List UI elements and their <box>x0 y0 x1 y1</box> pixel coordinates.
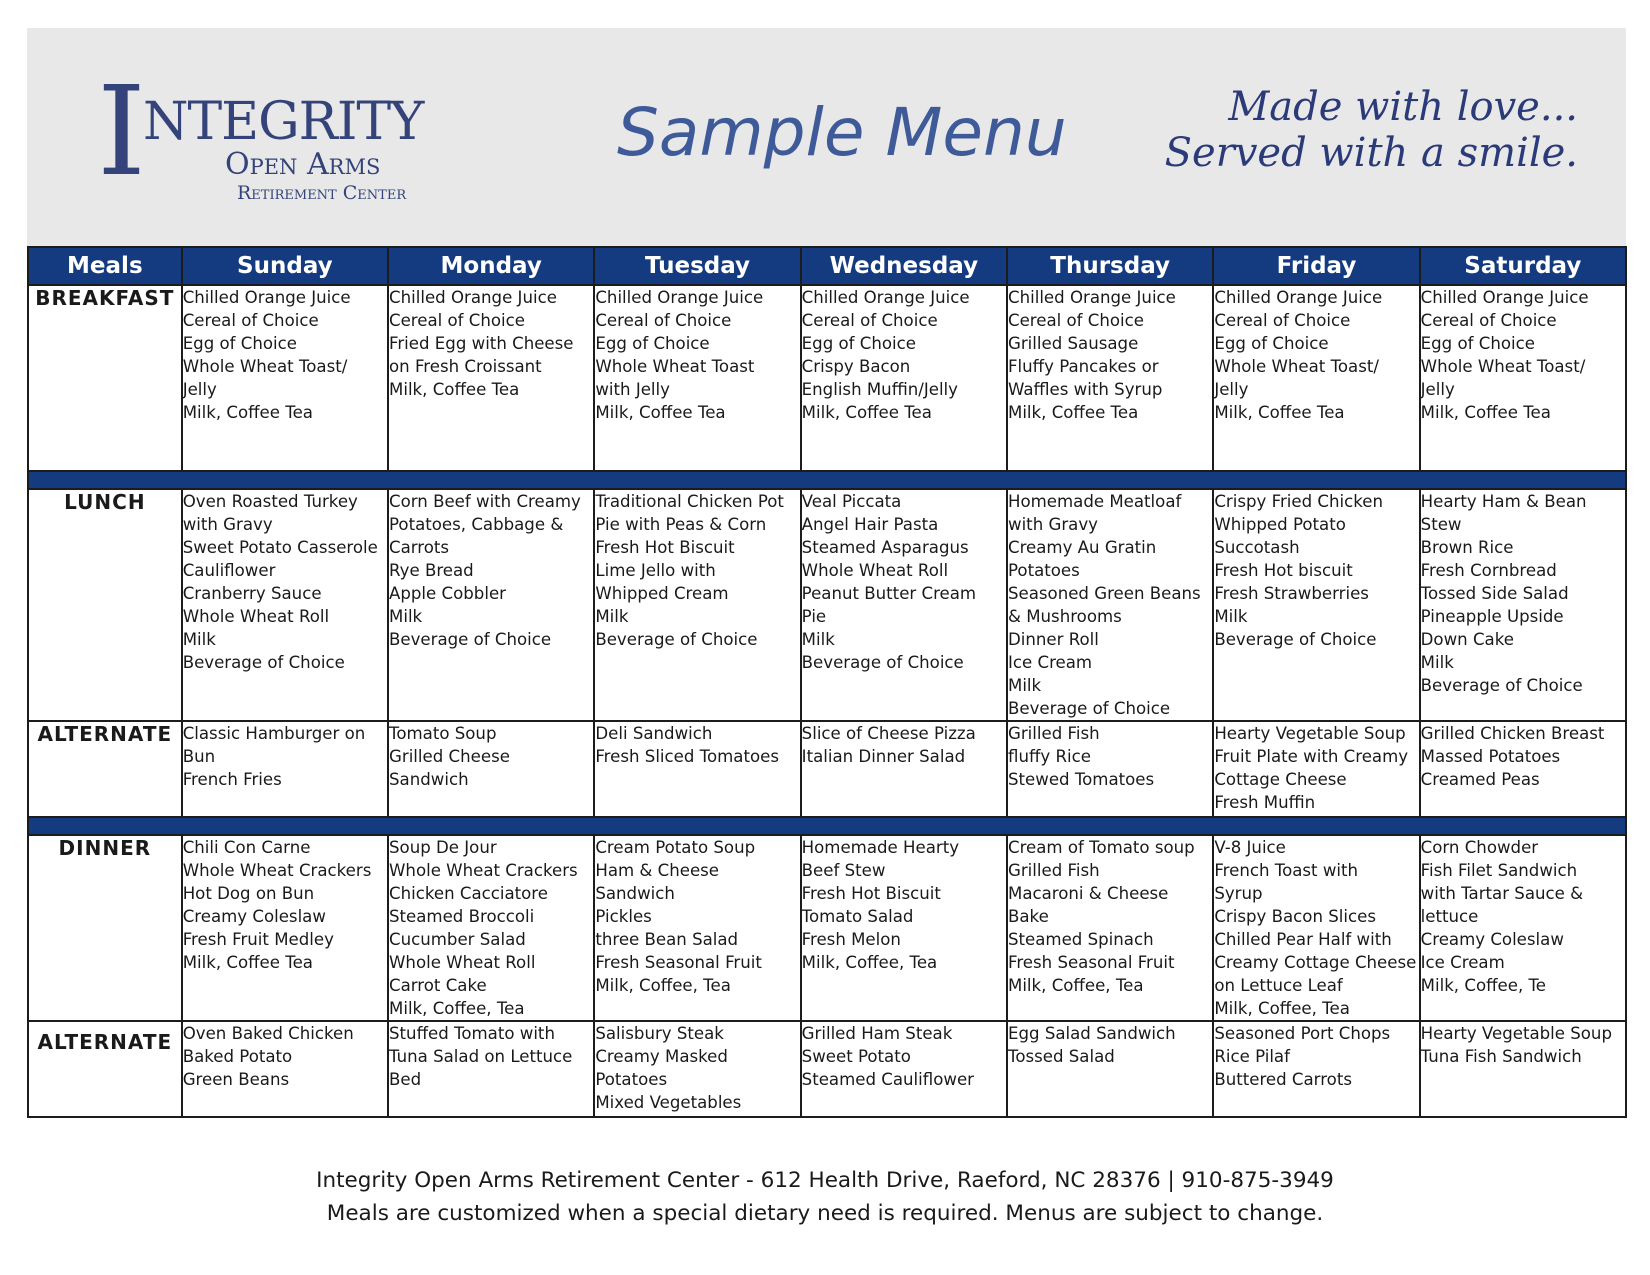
menu-item: Milk <box>801 630 835 649</box>
menu-item: Cereal of Choice <box>1214 311 1351 330</box>
menu-item: Jelly <box>182 380 217 399</box>
menu-item: Rye Bread <box>389 561 474 580</box>
menu-item: Fresh Cornbread <box>1420 561 1557 580</box>
menu-item: Steamed Spinach <box>1008 930 1154 949</box>
meal-row-alternate <box>28 1021 1626 1117</box>
menu-item: Oven Roasted Turkey <box>182 492 358 511</box>
menu-cell <box>182 835 388 1021</box>
menu-item: Apple Cobbler <box>389 584 506 603</box>
menu-item: Cauliflower <box>182 561 276 580</box>
menu-item: Milk, Coffee Tea <box>182 403 313 422</box>
menu-item: Hearty Vegetable Soup <box>1420 1024 1612 1043</box>
menu-item: Whole Wheat Roll <box>182 607 330 626</box>
tagline <box>1165 84 1578 176</box>
menu-item: Succotash <box>1214 538 1300 557</box>
menu-item: Angel Hair Pasta <box>801 515 939 534</box>
menu-cell <box>1420 1021 1626 1117</box>
column-header-wednesday: Wednesday <box>801 247 1007 285</box>
menu-item: Soup De Jour <box>389 838 497 857</box>
menu-item: Egg of Choice <box>182 334 297 353</box>
menu-item: Cereal of Choice <box>595 311 732 330</box>
tagline-line-2: Served with a smile. <box>1164 130 1578 176</box>
menu-item: Beverage of Choice <box>1008 699 1171 718</box>
menu-item: Stewed Tomatoes <box>1008 770 1155 789</box>
menu-item: Whole Wheat Toast/ <box>1214 357 1379 376</box>
menu-item: Beverage of Choice <box>1214 630 1377 649</box>
menu-item: Creamy Au Gratin <box>1008 538 1157 557</box>
menu-item: Fresh Hot biscuit <box>1214 561 1353 580</box>
menu-cell <box>1213 721 1419 817</box>
menu-item: Tomato Salad <box>801 907 914 926</box>
menu-item: Hearty Ham & Bean <box>1420 492 1587 511</box>
menu-item: Hot Dog on Bun <box>182 884 315 903</box>
menu-cell <box>594 835 800 1021</box>
menu-item: Fresh Seasonal Fruit <box>1008 953 1175 972</box>
menu-item: Creamy Cottage Cheese <box>1214 953 1417 972</box>
menu-item: Milk <box>595 607 629 626</box>
menu-item: with Jelly <box>595 380 670 399</box>
menu-cell <box>1420 285 1626 471</box>
menu-item: Lime Jello with <box>595 561 716 580</box>
menu-item: Cereal of Choice <box>389 311 525 330</box>
menu-cell <box>1007 285 1213 471</box>
menu-item: Milk, Coffee, Tea <box>389 999 525 1018</box>
menu-item: Steamed Cauliflower <box>801 1070 974 1089</box>
menu-item: Carrot Cake <box>389 976 487 995</box>
menu-item: Ice Cream <box>1008 653 1093 672</box>
menu-item: Macaroni & Cheese <box>1008 884 1169 903</box>
menu-item: Crispy Fried Chicken <box>1214 492 1383 511</box>
menu-item: Fresh Sliced Tomatoes <box>595 747 779 766</box>
menu-cell <box>1007 489 1213 721</box>
menu-cell <box>801 285 1007 471</box>
menu-item: on Fresh Croissant <box>389 357 542 376</box>
menu-item: fluffy Rice <box>1008 747 1091 766</box>
menu-item: Fresh Hot Biscuit <box>595 538 735 557</box>
menu-item: Whole Wheat Crackers <box>389 861 578 880</box>
menu-item: Tuna Fish Sandwich <box>1420 1047 1582 1066</box>
menu-item: Potatoes <box>595 1070 668 1089</box>
menu-item: & Mushrooms <box>1008 607 1122 626</box>
menu-item: Grilled Fish <box>1008 724 1100 743</box>
menu-item: Beverage of Choice <box>1420 676 1583 695</box>
column-header-thursday: Thursday <box>1007 247 1213 285</box>
menu-item: Cereal of Choice <box>1008 311 1144 330</box>
menu-item: Cucumber Salad <box>389 930 526 949</box>
menu-cell <box>1007 721 1213 817</box>
page-title: Sample Menu <box>617 94 1067 171</box>
menu-item: Fresh Hot Biscuit <box>801 884 941 903</box>
menu-item: Brown Rice <box>1420 538 1514 557</box>
menu-item: Homemade Meatloaf <box>1008 492 1182 511</box>
menu-item: Crispy Bacon <box>801 357 911 376</box>
menu-cell <box>594 1021 800 1117</box>
menu-item: with Gravy <box>182 515 273 534</box>
meal-label: LUNCH <box>28 489 182 721</box>
menu-cell <box>388 489 594 721</box>
menu-item: Chili Con Carne <box>182 838 311 857</box>
menu-item: Whole Wheat Roll <box>801 561 949 580</box>
menu-item: Cereal of Choice <box>801 311 938 330</box>
section-divider-bar <box>28 817 1626 835</box>
menu-item: Rice Pilaf <box>1214 1047 1290 1066</box>
meal-label: ALTERNATE <box>28 721 182 817</box>
menu-item: Sandwich <box>389 770 469 789</box>
menu-item: Milk <box>389 607 423 626</box>
menu-item: Dinner Roll <box>1008 630 1099 649</box>
menu-item: V-8 Juice <box>1214 838 1286 857</box>
logo-word: NTEGRITY <box>143 92 424 152</box>
menu-item: Tomato Soup <box>389 724 497 743</box>
section-divider-bar <box>28 471 1626 489</box>
menu-item: Ice Cream <box>1420 953 1505 972</box>
menu-cell <box>594 285 800 471</box>
menu-cell <box>388 285 594 471</box>
menu-item: Cranberry Sauce <box>182 584 322 603</box>
column-header-friday: Friday <box>1213 247 1419 285</box>
menu-cell <box>801 1021 1007 1117</box>
menu-table <box>27 246 1627 1118</box>
menu-item: Milk, Coffee, Te <box>1420 976 1547 995</box>
menu-cell <box>801 721 1007 817</box>
column-header-meals: Meals <box>28 247 182 285</box>
menu-item: Deli Sandwich <box>595 724 713 743</box>
menu-item: Milk <box>1008 676 1042 695</box>
meal-row-breakfast <box>28 285 1626 471</box>
meal-row-lunch <box>28 489 1626 721</box>
column-header-tuesday: Tuesday <box>594 247 800 285</box>
menu-item: Creamy Masked <box>595 1047 728 1066</box>
header-banner <box>27 28 1626 246</box>
menu-cell <box>182 489 388 721</box>
menu-item: Milk <box>1420 653 1454 672</box>
menu-item: Fried Egg with Cheese <box>389 334 574 353</box>
menu-item: Milk, Coffee, Tea <box>1214 999 1350 1018</box>
menu-item: Pickles <box>595 907 652 926</box>
menu-item: Seasoned Port Chops <box>1214 1024 1391 1043</box>
menu-item: Milk, Coffee Tea <box>182 953 313 972</box>
meal-row-dinner <box>28 835 1626 1021</box>
menu-item: Fresh Seasonal Fruit <box>595 953 762 972</box>
menu-item: Whipped Cream <box>595 584 729 603</box>
menu-item: Egg Salad Sandwich <box>1008 1024 1176 1043</box>
meal-label: BREAKFAST <box>28 285 182 471</box>
menu-item: English Muffin/Jelly <box>801 380 958 399</box>
section-divider <box>28 817 1626 835</box>
menu-item: Milk, Coffee Tea <box>1420 403 1551 422</box>
menu-item: Sweet Potato <box>801 1047 911 1066</box>
menu-item: Waffles with Syrup <box>1008 380 1163 399</box>
menu-cell <box>801 835 1007 1021</box>
menu-item: Chilled Orange Juice <box>1214 288 1383 307</box>
footer-address: Integrity Open Arms Retirement Center - 612 Health Drive, Raeford, NC 28376 | 910-875-3949 <box>316 1168 1334 1193</box>
menu-item: Jelly <box>1214 380 1249 399</box>
menu-cell <box>801 489 1007 721</box>
menu-item: Massed Potatoes <box>1420 747 1561 766</box>
menu-item: Grilled Cheese <box>389 747 510 766</box>
menu-item: Italian Dinner Salad <box>801 747 966 766</box>
menu-item: with Tartar Sauce & <box>1420 884 1584 903</box>
menu-item: Oven Baked Chicken <box>182 1024 354 1043</box>
menu-cell <box>1213 285 1419 471</box>
integrity-logo <box>97 60 457 216</box>
menu-item: Ham & Cheese <box>595 861 720 880</box>
menu-cell <box>594 489 800 721</box>
menu-item: Grilled Fish <box>1008 861 1100 880</box>
menu-item: Milk, Coffee Tea <box>801 403 932 422</box>
menu-item: Creamy Coleslaw <box>1420 930 1564 949</box>
menu-item: Steamed Asparagus <box>801 538 969 557</box>
menu-item: three Bean Salad <box>595 930 739 949</box>
tagline-line-1: Made with love... <box>1228 84 1578 130</box>
menu-item: Pie with Peas & Corn <box>595 515 767 534</box>
menu-item: Mixed Vegetables <box>595 1093 742 1112</box>
menu-cell <box>388 721 594 817</box>
menu-item: Fish Filet Sandwich <box>1420 861 1578 880</box>
menu-item: Slice of Cheese Pizza <box>801 724 976 743</box>
menu-item: lettuce <box>1420 907 1479 926</box>
column-header-monday: Monday <box>388 247 594 285</box>
menu-item: Beverage of Choice <box>801 653 964 672</box>
menu-item: Milk, Coffee Tea <box>595 403 726 422</box>
menu-item: Whole Wheat Toast/ <box>1420 357 1586 376</box>
menu-item: Chilled Orange Juice <box>389 288 557 307</box>
menu-item: Syrup <box>1214 884 1263 903</box>
menu-item: with Gravy <box>1008 515 1098 534</box>
menu-item: Classic Hamburger on <box>182 724 366 743</box>
menu-item: on Lettuce Leaf <box>1214 976 1343 995</box>
menu-item: Egg of Choice <box>1420 334 1535 353</box>
menu-item: Cream of Tomato soup <box>1008 838 1195 857</box>
menu-item: Crispy Bacon Slices <box>1214 907 1376 926</box>
menu-item: Potatoes <box>1008 561 1080 580</box>
menu-item: Fresh Strawberries <box>1214 584 1369 603</box>
footer <box>0 1164 1650 1230</box>
menu-item: Beef Stew <box>801 861 886 880</box>
menu-item: Fluffy Pancakes or <box>1008 357 1159 376</box>
menu-item: Bake <box>1008 907 1049 926</box>
menu-item: Creamy Coleslaw <box>182 907 326 926</box>
menu-cell <box>182 721 388 817</box>
menu-cell <box>1007 1021 1213 1117</box>
menu-item: Grilled Chicken Breast <box>1420 724 1605 743</box>
menu-item: Stew <box>1420 515 1462 534</box>
menu-item: Salisbury Steak <box>595 1024 724 1043</box>
menu-cell <box>1007 835 1213 1021</box>
menu-item: Fresh Muffin <box>1214 793 1316 812</box>
menu-item: Chilled Orange Juice <box>801 288 970 307</box>
menu-item: Milk, Coffee Tea <box>1214 403 1345 422</box>
menu-item: French Toast with <box>1214 861 1359 880</box>
menu-item: Chilled Orange Juice <box>595 288 764 307</box>
menu-item: Grilled Sausage <box>1008 334 1139 353</box>
menu-item: Green Beans <box>182 1070 290 1089</box>
menu-item: Whole Wheat Roll <box>389 953 536 972</box>
column-header-sunday: Sunday <box>182 247 388 285</box>
menu-item: Veal Piccata <box>801 492 902 511</box>
menu-cell <box>1213 1021 1419 1117</box>
menu-item: Corn Beef with Creamy <box>389 492 581 511</box>
menu-item: Pineapple Upside <box>1420 607 1564 626</box>
menu-cell <box>388 1021 594 1117</box>
menu-item: Beverage of Choice <box>182 653 345 672</box>
menu-item: Milk, Coffee, Tea <box>801 953 938 972</box>
menu-cell <box>1420 489 1626 721</box>
menu-item: Corn Chowder <box>1420 838 1539 857</box>
menu-item: Peanut Butter Cream <box>801 584 977 603</box>
menu-item: Fresh Fruit Medley <box>182 930 334 949</box>
menu-item: Chilled Pear Half with <box>1214 930 1392 949</box>
menu-item: Tossed Side Salad <box>1420 584 1569 603</box>
meal-label: ALTERNATE <box>28 1021 182 1117</box>
menu-item: Buttered Carrots <box>1214 1070 1352 1089</box>
menu-item: Beverage of Choice <box>595 630 758 649</box>
menu-item: Tossed Salad <box>1008 1047 1115 1066</box>
menu-item: Chilled Orange Juice <box>182 288 351 307</box>
menu-item: Carrots <box>389 538 450 557</box>
menu-cell <box>388 835 594 1021</box>
menu-item: Cereal of Choice <box>182 311 319 330</box>
menu-cell <box>1213 835 1419 1021</box>
menu-item: Fresh Melon <box>801 930 901 949</box>
menu-item: Chicken Cacciatore <box>389 884 548 903</box>
menu-item: Cream Potato Soup <box>595 838 756 857</box>
menu-cell <box>594 721 800 817</box>
menu-item: Beverage of Choice <box>389 630 552 649</box>
menu-item: Egg of Choice <box>595 334 710 353</box>
menu-item: Milk, Coffee, Tea <box>595 976 731 995</box>
meal-label: DINNER <box>28 835 182 1021</box>
menu-item: Whole Wheat Toast/ <box>182 357 348 376</box>
menu-item: Down Cake <box>1420 630 1514 649</box>
meal-row-alternate <box>28 721 1626 817</box>
menu-item: Tuna Salad on Lettuce <box>389 1047 573 1066</box>
menu-cell <box>182 1021 388 1117</box>
menu-cell <box>1420 721 1626 817</box>
table-header-row <box>28 247 1626 285</box>
menu-item: Potatoes, Cabbage & <box>389 515 564 534</box>
menu-item: Bun <box>182 747 216 766</box>
menu-item: Milk <box>1214 607 1248 626</box>
menu-item: Whole Wheat Crackers <box>182 861 372 880</box>
menu-item: French Fries <box>182 770 282 789</box>
column-header-saturday: Saturday <box>1420 247 1626 285</box>
menu-cell <box>182 285 388 471</box>
footer-note: Meals are customized when a special dietary need is required. Menus are subject to change. <box>326 1201 1324 1226</box>
menu-item: Milk <box>182 630 216 649</box>
menu-item: Egg of Choice <box>1214 334 1329 353</box>
menu-item: Whipped Potato <box>1214 515 1346 534</box>
menu-item: Fruit Plate with Creamy <box>1214 747 1409 766</box>
menu-cell <box>1420 835 1626 1021</box>
menu-item: Sweet Potato Casserole <box>182 538 378 557</box>
logo-initial: I <box>97 60 146 204</box>
menu-item: Grilled Ham Steak <box>801 1024 953 1043</box>
menu-item: Cereal of Choice <box>1420 311 1557 330</box>
menu-item: Whole Wheat Toast <box>595 357 755 376</box>
logo-subtitle-1: Open Arms <box>225 147 381 182</box>
menu-item: Seasoned Green Beans <box>1008 584 1201 603</box>
menu-item: Pie <box>801 607 827 626</box>
menu-item: Milk, Coffee, Tea <box>1008 976 1144 995</box>
menu-item: Baked Potato <box>182 1047 293 1066</box>
menu-item: Jelly <box>1420 380 1455 399</box>
menu-item: Milk, Coffee Tea <box>1008 403 1139 422</box>
menu-item: Homemade Hearty <box>801 838 960 857</box>
menu-cell <box>1213 489 1419 721</box>
menu-item: Sandwich <box>595 884 675 903</box>
menu-item: Stuffed Tomato with <box>389 1024 555 1043</box>
logo-subtitle-2: Retirement Center <box>237 182 407 204</box>
menu-item: Egg of Choice <box>801 334 916 353</box>
menu-item: Chilled Orange Juice <box>1420 288 1589 307</box>
menu-item: Chilled Orange Juice <box>1008 288 1176 307</box>
section-divider <box>28 471 1626 489</box>
menu-item: Steamed Broccoli <box>389 907 535 926</box>
menu-item: Milk, Coffee Tea <box>389 380 520 399</box>
menu-item: Cottage Cheese <box>1214 770 1347 789</box>
menu-item: Hearty Vegetable Soup <box>1214 724 1406 743</box>
menu-item: Bed <box>389 1070 422 1089</box>
menu-item: Traditional Chicken Pot <box>595 492 784 511</box>
menu-item: Creamed Peas <box>1420 770 1540 789</box>
